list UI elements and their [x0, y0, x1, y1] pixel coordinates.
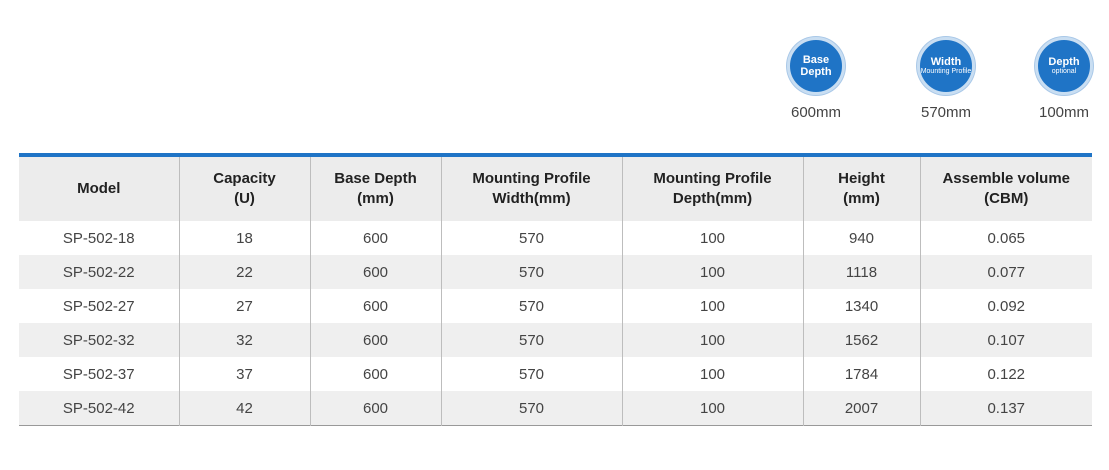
- cell-capacity: 37: [179, 357, 310, 391]
- table-header-row: [19, 155, 1092, 221]
- cell-height: 2007: [803, 391, 920, 426]
- cell-volume: 0.122: [920, 357, 1092, 391]
- table-row: [19, 391, 1092, 426]
- table-row: [19, 255, 1092, 289]
- cell-capacity: 22: [179, 255, 310, 289]
- cell-volume: 0.077: [920, 255, 1092, 289]
- header-profile-width: Mounting Profile Width(mm): [441, 155, 622, 221]
- depth-icon: [1035, 37, 1093, 95]
- cell-profile-depth: 100: [622, 323, 803, 357]
- cell-height: 1118: [803, 255, 920, 289]
- cell-volume: 0.092: [920, 289, 1092, 323]
- cell-capacity: 18: [179, 221, 310, 255]
- cell-model: SP-502-42: [19, 391, 179, 426]
- cell-profile-width: 570: [441, 289, 622, 323]
- cell-base-depth: 600: [310, 289, 441, 323]
- cell-model: SP-502-22: [19, 255, 179, 289]
- badge-title: Base: [802, 54, 830, 66]
- base-depth-badge: [761, 37, 871, 121]
- cell-height: 1562: [803, 323, 920, 357]
- cell-capacity: 42: [179, 391, 310, 426]
- cell-volume: 0.107: [920, 323, 1092, 357]
- cell-profile-width: 570: [441, 357, 622, 391]
- cell-capacity: 32: [179, 323, 310, 357]
- table-row: [19, 221, 1092, 255]
- header-capacity: Capacity (U): [179, 155, 310, 221]
- cell-model: SP-502-27: [19, 289, 179, 323]
- header-height: Height (mm): [803, 155, 920, 221]
- table-row: [19, 289, 1092, 323]
- cell-volume: 0.137: [920, 391, 1092, 426]
- cell-model: SP-502-18: [19, 221, 179, 255]
- base-depth-icon: [787, 37, 845, 95]
- header-volume: Assemble volume (CBM): [920, 155, 1092, 221]
- cell-height: 940: [803, 221, 920, 255]
- header-profile-depth: Mounting Profile Depth(mm): [622, 155, 803, 221]
- badge-title-line2: Depth: [800, 66, 832, 78]
- cell-profile-width: 570: [441, 323, 622, 357]
- width-icon: [917, 37, 975, 95]
- cell-profile-width: 570: [441, 255, 622, 289]
- cell-profile-depth: 100: [622, 357, 803, 391]
- cell-base-depth: 600: [310, 357, 441, 391]
- badge-subtitle: optional: [1051, 68, 1077, 75]
- badge-title: Depth: [1048, 56, 1080, 68]
- cell-base-depth: 600: [310, 221, 441, 255]
- header-model: Model: [19, 155, 179, 221]
- cell-base-depth: 600: [310, 391, 441, 426]
- cell-model: SP-502-37: [19, 357, 179, 391]
- dimension-badges: [0, 0, 1109, 130]
- cell-profile-depth: 100: [622, 221, 803, 255]
- cell-profile-depth: 100: [622, 289, 803, 323]
- cell-profile-width: 570: [441, 221, 622, 255]
- badge-subtitle: Mounting Profile: [920, 68, 972, 75]
- badge-title: Width: [930, 56, 962, 68]
- depth-badge: [1009, 37, 1109, 121]
- header-base-depth: Base Depth (mm): [310, 155, 441, 221]
- cell-base-depth: 600: [310, 255, 441, 289]
- width-badge: [891, 37, 1001, 121]
- cell-volume: 0.065: [920, 221, 1092, 255]
- badge-value: 600mm: [790, 104, 842, 121]
- cell-height: 1340: [803, 289, 920, 323]
- badge-value: 570mm: [920, 104, 972, 121]
- spec-table: [19, 153, 1092, 426]
- table-row: [19, 323, 1092, 357]
- table-row: [19, 357, 1092, 391]
- cell-model: SP-502-32: [19, 323, 179, 357]
- cell-profile-depth: 100: [622, 391, 803, 426]
- badge-value: 100mm: [1038, 104, 1090, 121]
- cell-profile-depth: 100: [622, 255, 803, 289]
- cell-profile-width: 570: [441, 391, 622, 426]
- cell-base-depth: 600: [310, 323, 441, 357]
- cell-capacity: 27: [179, 289, 310, 323]
- cell-height: 1784: [803, 357, 920, 391]
